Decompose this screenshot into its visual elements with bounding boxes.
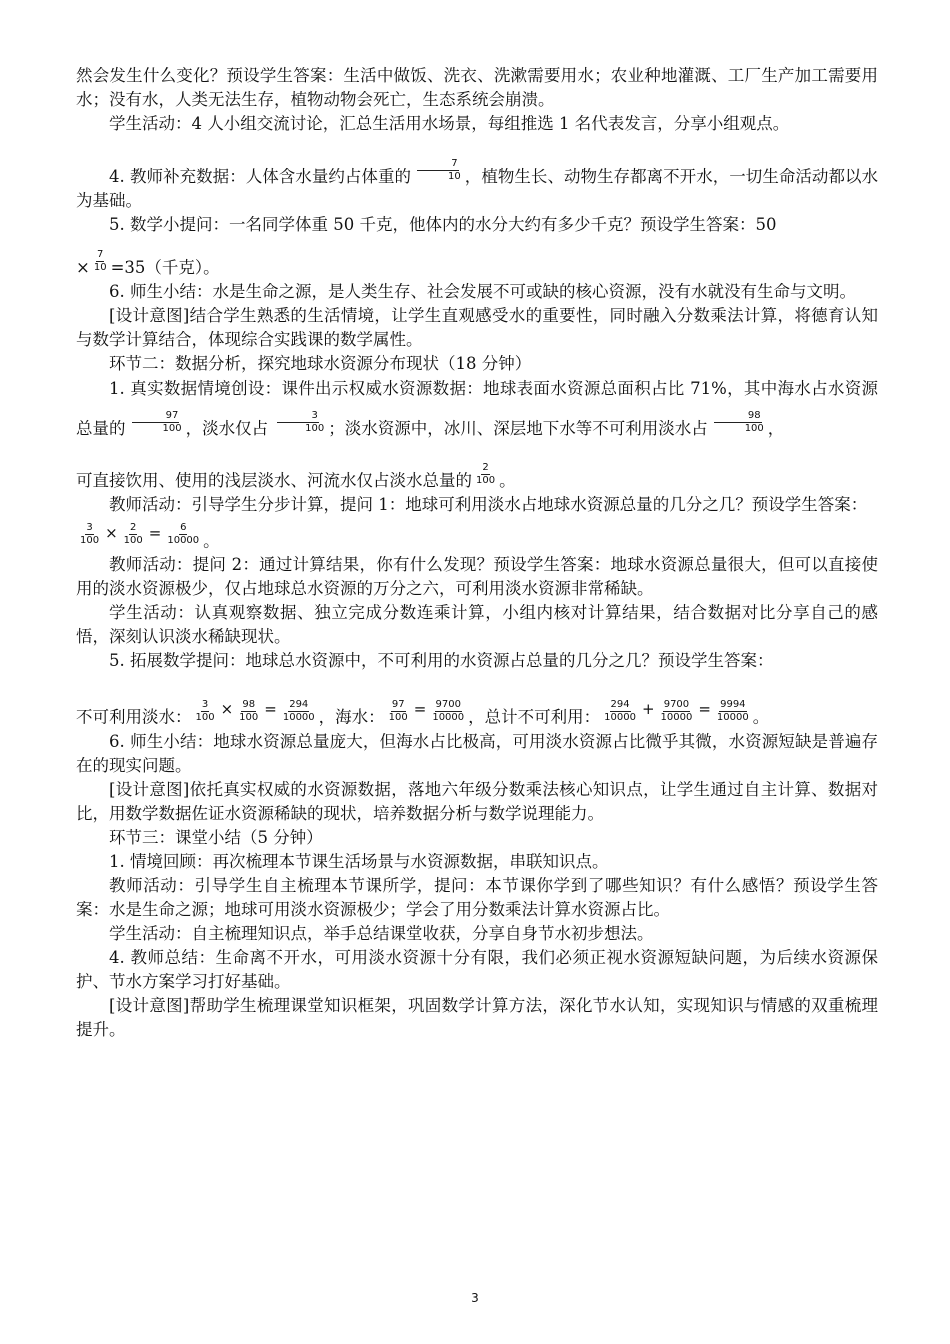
paragraph-water-data: 1. 真实数据情境创设：课件出示权威水资源数据：地球表面水资源总面积占比 71%，其中海水占水资源总量的 $\frac{97}{100}$ ，淡水仅占 $\frac{3}{100}$ ；淡水资源中，冰川、深层地下水等不可利用淡水占 $\frac{98}{100}$ ， xyxy=(76,379,879,438)
fraction-9700-10000: $\frac{9700}{10000}$ xyxy=(432,698,465,723)
paragraph-teacher-summary: 4. 教师总结：生命离不开水，可用淡水资源十分有限，我们必须正视水资源短缺问题，为后续水资源保护、节水方案学习打好基础。 xyxy=(76,947,878,991)
fraction-294-10000: $\frac{294}{10000}$ xyxy=(282,698,315,723)
fraction-97-100: $\frac{97}{100}$ xyxy=(129,410,183,435)
paragraph-question-1-formula: $\frac{3}{100}$ × $\frac{2}{100}$ = $\frac{6}{10000}$ 。 xyxy=(80,522,220,551)
paragraph-student-activity-3: 学生活动：自主梳理知识点，举手总结课堂收获，分享自身节水初步想法。 xyxy=(109,923,654,943)
fraction-98-100: $\frac{98}{100}$ xyxy=(711,410,765,435)
paragraph-student-activity-2: 学生活动：认真观察数据、独立完成分数连乘计算，小组内核对计算结果，结合数据对比分享自己的感悟，深刻认识淡水稀缺现状。 xyxy=(76,603,878,647)
fraction-2-100: $\frac{2}{100}$ xyxy=(476,462,496,486)
fraction-7-10-b: $\frac{7}{10}$ xyxy=(93,249,107,273)
fraction-9994-10000: $\frac{9994}{10000}$ xyxy=(716,698,749,723)
page-number: 3 xyxy=(471,1291,479,1305)
paragraph-design-intent-2: [设计意图]依托真实权威的水资源数据，落地六年级分数乘法核心知识点，让学生通过自主计算、数据对比，用数学数据佐证水资源稀缺的现状，培养数据分析与数学说理能力。 xyxy=(76,779,878,823)
paragraph-design-intent-3: [设计意图]帮助学生梳理课堂知识框架，巩固数学计算方法，深化节水认知，实现知识与情感的双重梳理提升。 xyxy=(76,995,878,1039)
section-heading-3: 环节三：课堂小结（5 分钟） xyxy=(109,827,323,847)
fraction-2-100-b: $\frac{2}{100}$ xyxy=(123,522,143,547)
paragraph-water-data-end: 可直接饮用、使用的浅层淡水、河流水仅占淡水总量的 $\frac{2}{100}$ 。 xyxy=(76,462,516,490)
paragraph-summary-1: 6. 师生小结：水是生命之源，是人类生存、社会发展不可或缺的核心资源，没有水就没有生命与文明。 xyxy=(109,282,856,301)
document-body xyxy=(76,64,878,1042)
paragraph-teacher-activity-3: 教师活动：引导学生自主梳理本节课所学，提问：本节课你学到了哪些知识？有什么感悟？预设学生答案：水是生命之源；地球可用淡水资源极少；学会了用分数乘法计算水资源占比。 xyxy=(76,875,878,919)
paragraph-teacher-data: 4. 教师补充数据：人体含水量约占体重的 $\frac{7}{10}$ ，植物生长、动物生存都离不开水，一切生命活动都以水为基础。 xyxy=(76,158,879,210)
paragraph-math-answer: × $\frac{7}{10}$ =35（千克）。 xyxy=(76,249,220,277)
paragraph-teacher-question-1: 教师活动：引导学生分步计算，提问 1：地球可利用淡水占地球水资源总量的几分之几？预设学生答案： xyxy=(109,495,868,514)
section-heading-2: 环节二：数据分析，探究地球水资源分布现状（18 分钟） xyxy=(109,354,532,373)
fraction-3-100: $\frac{3}{100}$ xyxy=(271,410,325,435)
paragraph-student-activity-1: 学生活动：4 人小组交流讨论，汇总生活用水场景，每组推选 1 名代表发言，分享小组观点。 xyxy=(109,114,790,133)
fraction-7-10: $\frac{7}{10}$ xyxy=(414,158,462,183)
paragraph-answer-continued: 然会发生什么变化？预设学生答案：生活中做饭、洗衣、洗漱需要用水；农业种地灌溉、工厂生产加工需要用水；没有水，人类无法生存，植物动物会死亡，生态系统会崩溃。 xyxy=(76,66,878,109)
fraction-6-10000: $\frac{6}{10000}$ xyxy=(167,522,200,547)
paragraph-design-intent-1: [设计意图]结合学生熟悉的生活情境，让学生直观感受水的重要性，同时融入分数乘法计算，将德育认知与数学计算结合，体现综合实践课的数学属性。 xyxy=(76,306,878,349)
fraction-3-100-b: $\frac{3}{100}$ xyxy=(80,522,100,547)
paragraph-math-question: 5. 数学小提问：一名同学体重 50 千克，他体内的水分大约有多少千克？预设学生答案：50 xyxy=(109,215,777,234)
paragraph-extension-question: 5. 拓展数学提问：地球总水资源中，不可利用的水资源占总量的几分之几？预设学生答案： xyxy=(109,651,774,671)
paragraph-review: 1. 情境回顾：再次梳理本节课生活场景与水资源数据，串联知识点。 xyxy=(109,851,609,871)
paragraph-teacher-question-2: 教师活动：提问 2：通过计算结果，你有什么发现？预设学生答案：地球水资源总量很大，但可以直接使用的淡水资源极少，仅占地球总水资源的万分之六，可利用淡水资源非常稀缺。 xyxy=(76,555,878,599)
paragraph-extension-answer: 不可利用淡水： $\frac{3}{100}$ × $\frac{98}{100}$ = $\frac{294}{10000}$ ，海水： $\frac{97}{100}$ = $\frac{9700}{10000}$ ，总计不可利用： $\frac{294}{10000}$ + $\frac{9700}{10000}$ = $\frac{9994}{10000}$ 。 xyxy=(76,698,770,727)
paragraph-summary-2: 6. 师生小结：地球水资源总量庞大，但海水占比极高，可用淡水资源占比微乎其微，水资源短缺是普遍存在的现实问题。 xyxy=(76,731,878,775)
